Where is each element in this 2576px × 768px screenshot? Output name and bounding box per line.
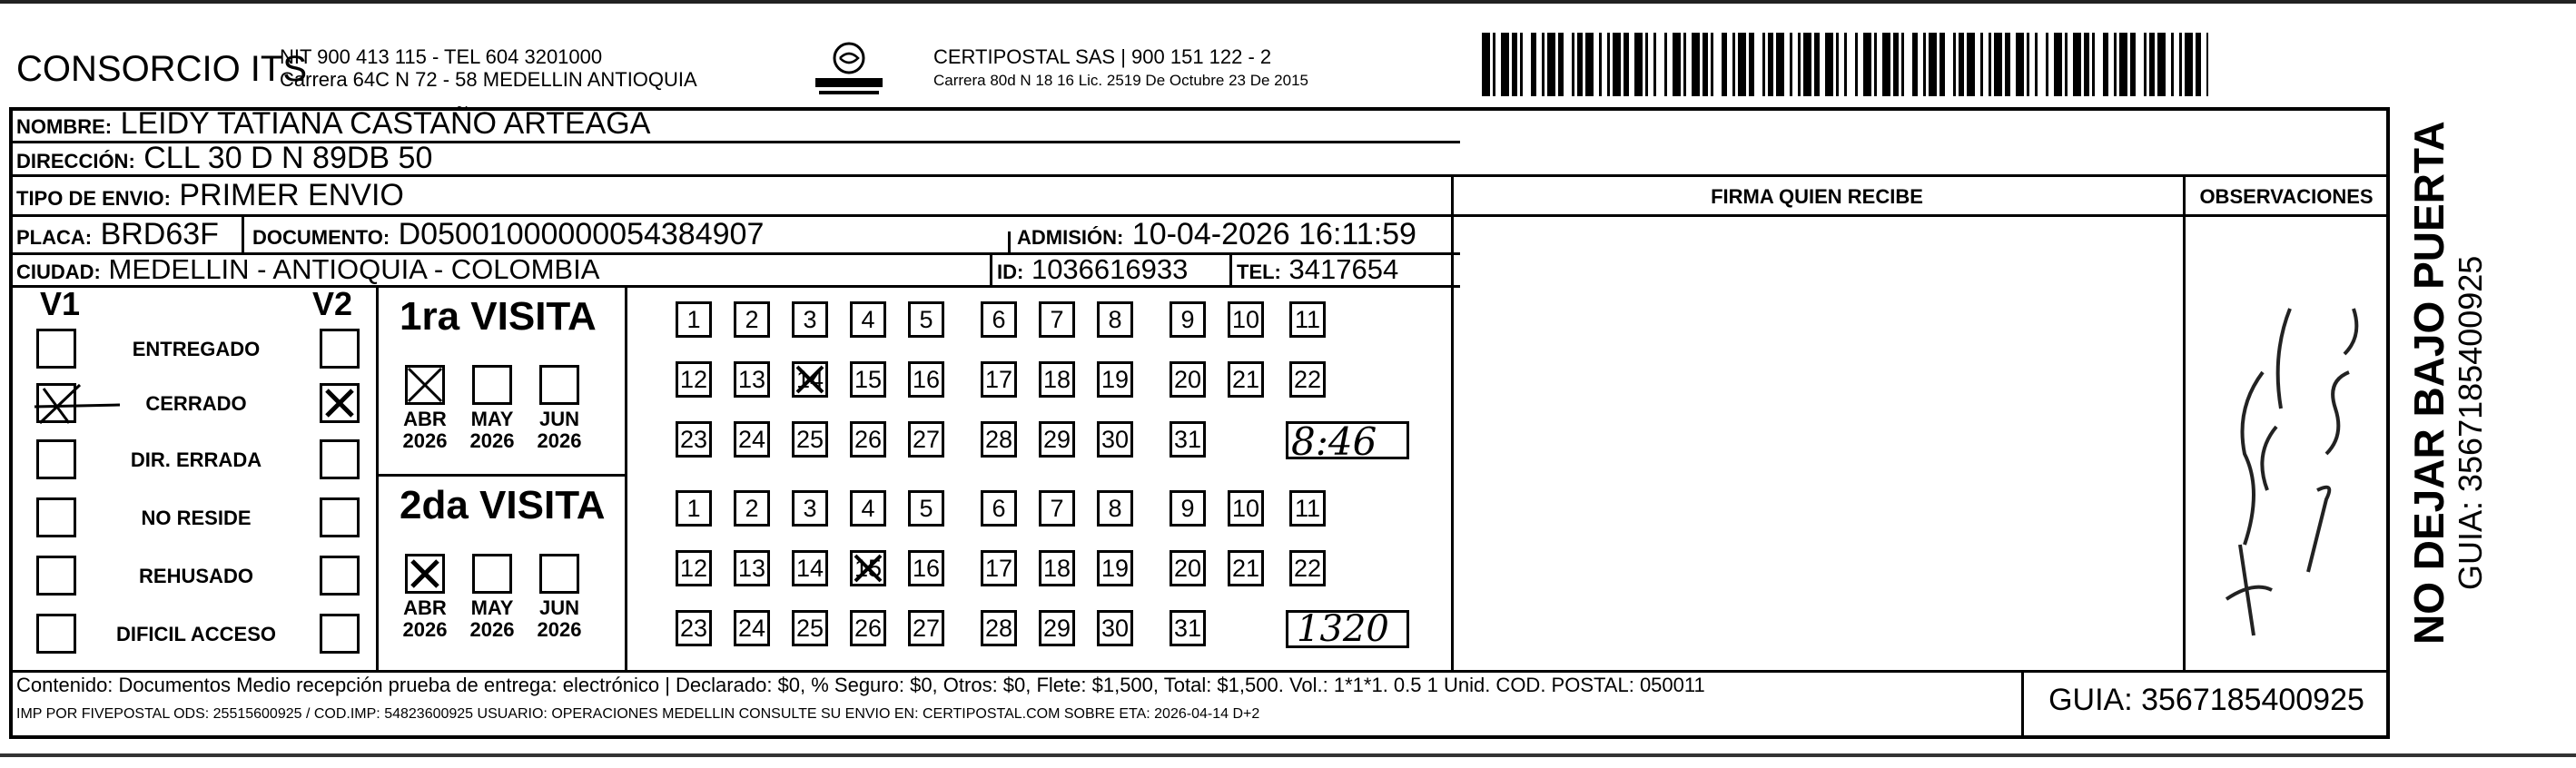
- nombre-label: NOMBRE:: [16, 115, 113, 138]
- status-label: REHUSADO: [139, 565, 253, 587]
- day-box[interactable]: 4: [850, 301, 886, 338]
- firma-header: FIRMA QUIEN RECIBE: [1711, 185, 1923, 208]
- footer-contenido: Contenido: Documentos Medio recepción prueba de entrega: electrónico | Declarado: $0, % Seguro: $0, Otros: $0, Flete: $1,500, Total: $1,500. Vol.: 1*1*1. 0.5 1 Unid. COD. POSTAL: 050011: [16, 674, 1705, 696]
- placa-label: PLACA:: [16, 226, 93, 249]
- day-box[interactable]: 30: [1097, 421, 1133, 458]
- month-label: MAY 2026: [469, 596, 515, 641]
- row-nombre: [16, 106, 650, 142]
- row-documento: [252, 217, 764, 252]
- v1-header: V1: [40, 285, 81, 322]
- row-admision: [1017, 217, 1416, 252]
- day-box[interactable]: 7: [1039, 301, 1075, 338]
- day-box[interactable]: 10: [1228, 490, 1264, 527]
- month-label: JUN 2026: [537, 596, 582, 641]
- day-box[interactable]: 19: [1097, 361, 1133, 398]
- day-box[interactable]: 25: [792, 421, 828, 458]
- month-checkbox[interactable]: [405, 554, 445, 594]
- day-box[interactable]: 8: [1097, 301, 1133, 338]
- v1-checkbox[interactable]: [36, 497, 76, 537]
- observaciones-header: OBSERVACIONES: [2199, 185, 2374, 208]
- nombre-value: LEIDY TATIANA CASTAÑO ARTEAGA: [120, 106, 651, 141]
- day-box[interactable]: 12: [676, 550, 712, 586]
- ciudad-label: CIUDAD:: [16, 261, 101, 283]
- day-box[interactable]: 3: [792, 490, 828, 527]
- v1-checkbox[interactable]: [36, 329, 76, 369]
- day-box[interactable]: 5: [908, 301, 944, 338]
- day-box[interactable]: 13: [734, 361, 770, 398]
- tel-value: 3417654: [1288, 253, 1399, 285]
- admision-value: 10-04-2026 16:11:59: [1131, 217, 1416, 251]
- certipostal-logo: [810, 38, 888, 102]
- v2-checkbox[interactable]: [320, 614, 360, 654]
- day-box[interactable]: 9: [1170, 301, 1206, 338]
- day-box[interactable]: 12: [676, 361, 712, 398]
- v1-checkbox[interactable]: [36, 556, 76, 596]
- day-box[interactable]: 3: [792, 301, 828, 338]
- day-box[interactable]: 27: [908, 610, 944, 646]
- side-guia: GUIA: 3567185400925: [2452, 255, 2489, 590]
- v1-checkbox[interactable]: [36, 439, 76, 479]
- day-box[interactable]: 9: [1170, 490, 1206, 527]
- row-direccion: [16, 141, 432, 176]
- row-tipo: [16, 178, 404, 213]
- direccion-label: DIRECCIÓN:: [16, 150, 135, 172]
- day-box[interactable]: 20: [1170, 550, 1206, 586]
- day-box[interactable]: 28: [981, 421, 1017, 458]
- day-box[interactable]: 16: [908, 550, 944, 586]
- row-ciudad: [16, 253, 599, 286]
- day-box[interactable]: 23: [676, 610, 712, 646]
- day-box[interactable]: 1: [676, 490, 712, 527]
- day-box[interactable]: 4: [850, 490, 886, 527]
- day-box[interactable]: 6: [981, 301, 1017, 338]
- day-box[interactable]: 10: [1228, 301, 1264, 338]
- v2-checkbox[interactable]: [320, 556, 360, 596]
- observaciones-handwriting: [2190, 272, 2381, 654]
- day-box[interactable]: 24: [734, 610, 770, 646]
- visita2-title: 2da VISITA: [400, 483, 606, 527]
- day-box[interactable]: 31: [1170, 421, 1206, 458]
- visita1-hour-handwritten: 8:46: [1291, 419, 1377, 464]
- day-box[interactable]: 11: [1289, 490, 1326, 527]
- side-warning: NO DEJAR BAJO PUERTA: [2405, 121, 2453, 645]
- day-box[interactable]: 30: [1097, 610, 1133, 646]
- month-label: ABR 2026: [402, 596, 448, 641]
- direccion-value: CLL 30 D N 89DB 50: [143, 141, 433, 175]
- footer-guia: GUIA: 3567185400925: [2048, 683, 2364, 717]
- day-box[interactable]: 29: [1039, 421, 1075, 458]
- row-tel: [1237, 253, 1398, 286]
- month-checkbox[interactable]: [539, 554, 579, 594]
- v2-checkbox[interactable]: [320, 497, 360, 537]
- v1-checkbox[interactable]: [36, 614, 76, 654]
- tipo-value: PRIMER ENVIO: [179, 178, 404, 212]
- month-checkbox[interactable]: [405, 365, 445, 405]
- documento-value: D05001000000054384907: [398, 217, 765, 251]
- row-placa: [16, 217, 219, 252]
- day-box[interactable]: 21: [1228, 550, 1264, 586]
- day-box[interactable]: 29: [1039, 610, 1075, 646]
- day-box[interactable]: 21: [1228, 361, 1264, 398]
- month-label: MAY 2026: [469, 408, 515, 452]
- day-box[interactable]: 14: [792, 361, 828, 398]
- visita1-title: 1ra VISITA: [400, 294, 597, 339]
- tipo-label: TIPO DE ENVIO:: [16, 187, 171, 210]
- month-label: JUN 2026: [537, 408, 582, 452]
- day-box[interactable]: 26: [850, 421, 886, 458]
- day-box[interactable]: 22: [1289, 550, 1326, 586]
- day-box[interactable]: 1: [676, 301, 712, 338]
- day-box[interactable]: 7: [1039, 490, 1075, 527]
- ciudad-value: MEDELLIN - ANTIOQUIA - COLOMBIA: [108, 253, 600, 285]
- documento-label: DOCUMENTO:: [252, 226, 390, 249]
- month-checkbox[interactable]: [472, 554, 512, 594]
- id-label: ID:: [997, 261, 1024, 283]
- day-box[interactable]: 14: [792, 550, 828, 586]
- admision-label: ADMISIÓN:: [1017, 226, 1124, 249]
- id-value: 1036616933: [1031, 253, 1189, 285]
- footer-imp: IMP POR FIVEPOSTAL ODS: 25515600925 / COD.IMP: 54823600925 USUARIO: OPERACIONES MEDELLIN CONSULTE SU ENVIO EN: CERTIPOSTAL.COM SOBRE ETA: 2026-04-14 D+2: [16, 706, 1260, 722]
- visita2-hour-handwritten: 1320: [1297, 608, 1389, 650]
- month-checkbox[interactable]: [472, 365, 512, 405]
- day-box[interactable]: 25: [792, 610, 828, 646]
- month-checkbox[interactable]: [539, 365, 579, 405]
- day-box[interactable]: 18: [1039, 550, 1075, 586]
- row-id: [997, 253, 1188, 286]
- day-box[interactable]: 8: [1097, 490, 1133, 527]
- status-label: DIR. ERRADA: [130, 448, 262, 471]
- day-box[interactable]: 13: [734, 550, 770, 586]
- status-label: ENTREGADO: [132, 338, 261, 360]
- status-label: DIFICIL ACCESO: [115, 623, 276, 645]
- day-box[interactable]: 17: [981, 361, 1017, 398]
- day-box[interactable]: 19: [1097, 550, 1133, 586]
- company-name: CONSORCIO ITS: [16, 49, 308, 89]
- placa-value: BRD63F: [100, 217, 219, 251]
- day-box[interactable]: 20: [1170, 361, 1206, 398]
- day-box[interactable]: 27: [908, 421, 944, 458]
- month-label: ABR 2026: [402, 408, 448, 452]
- day-box[interactable]: 24: [734, 421, 770, 458]
- day-box[interactable]: 26: [850, 610, 886, 646]
- day-box[interactable]: 23: [676, 421, 712, 458]
- carrier-line: CERTIPOSTAL SAS | 900 151 122 - 2: [933, 45, 1272, 68]
- top-edge: [0, 0, 2576, 4]
- v1-checkbox[interactable]: [36, 383, 76, 423]
- day-box[interactable]: 31: [1170, 610, 1206, 646]
- status-label: NO RESIDE: [141, 507, 252, 529]
- company-address: Carrera 64C N 72 - 58 MEDELLIN ANTIOQUIA: [280, 68, 697, 91]
- company-nit: NIT 900 413 115 - TEL 604 3201000: [280, 45, 603, 68]
- day-box[interactable]: 15: [850, 550, 886, 586]
- day-box[interactable]: 17: [981, 550, 1017, 586]
- day-box[interactable]: 18: [1039, 361, 1075, 398]
- day-box[interactable]: 11: [1289, 301, 1326, 338]
- status-label: CERRADO: [145, 392, 247, 415]
- day-box[interactable]: 22: [1289, 361, 1326, 398]
- day-box[interactable]: 6: [981, 490, 1017, 527]
- day-box[interactable]: 28: [981, 610, 1017, 646]
- tel-label: TEL:: [1237, 261, 1281, 283]
- carrier-license: Carrera 80d N 18 16 Lic. 2519 De Octubre 23 De 2015: [933, 72, 1308, 89]
- day-box[interactable]: 2: [734, 301, 770, 338]
- v2-checkbox[interactable]: [320, 329, 360, 369]
- v2-header: V2: [312, 285, 353, 322]
- v2-checkbox[interactable]: [320, 383, 360, 423]
- day-box[interactable]: 16: [908, 361, 944, 398]
- barcode: [1482, 33, 2208, 96]
- day-box[interactable]: 15: [850, 361, 886, 398]
- day-box[interactable]: 5: [908, 490, 944, 527]
- day-box[interactable]: 2: [734, 490, 770, 527]
- v2-checkbox[interactable]: [320, 439, 360, 479]
